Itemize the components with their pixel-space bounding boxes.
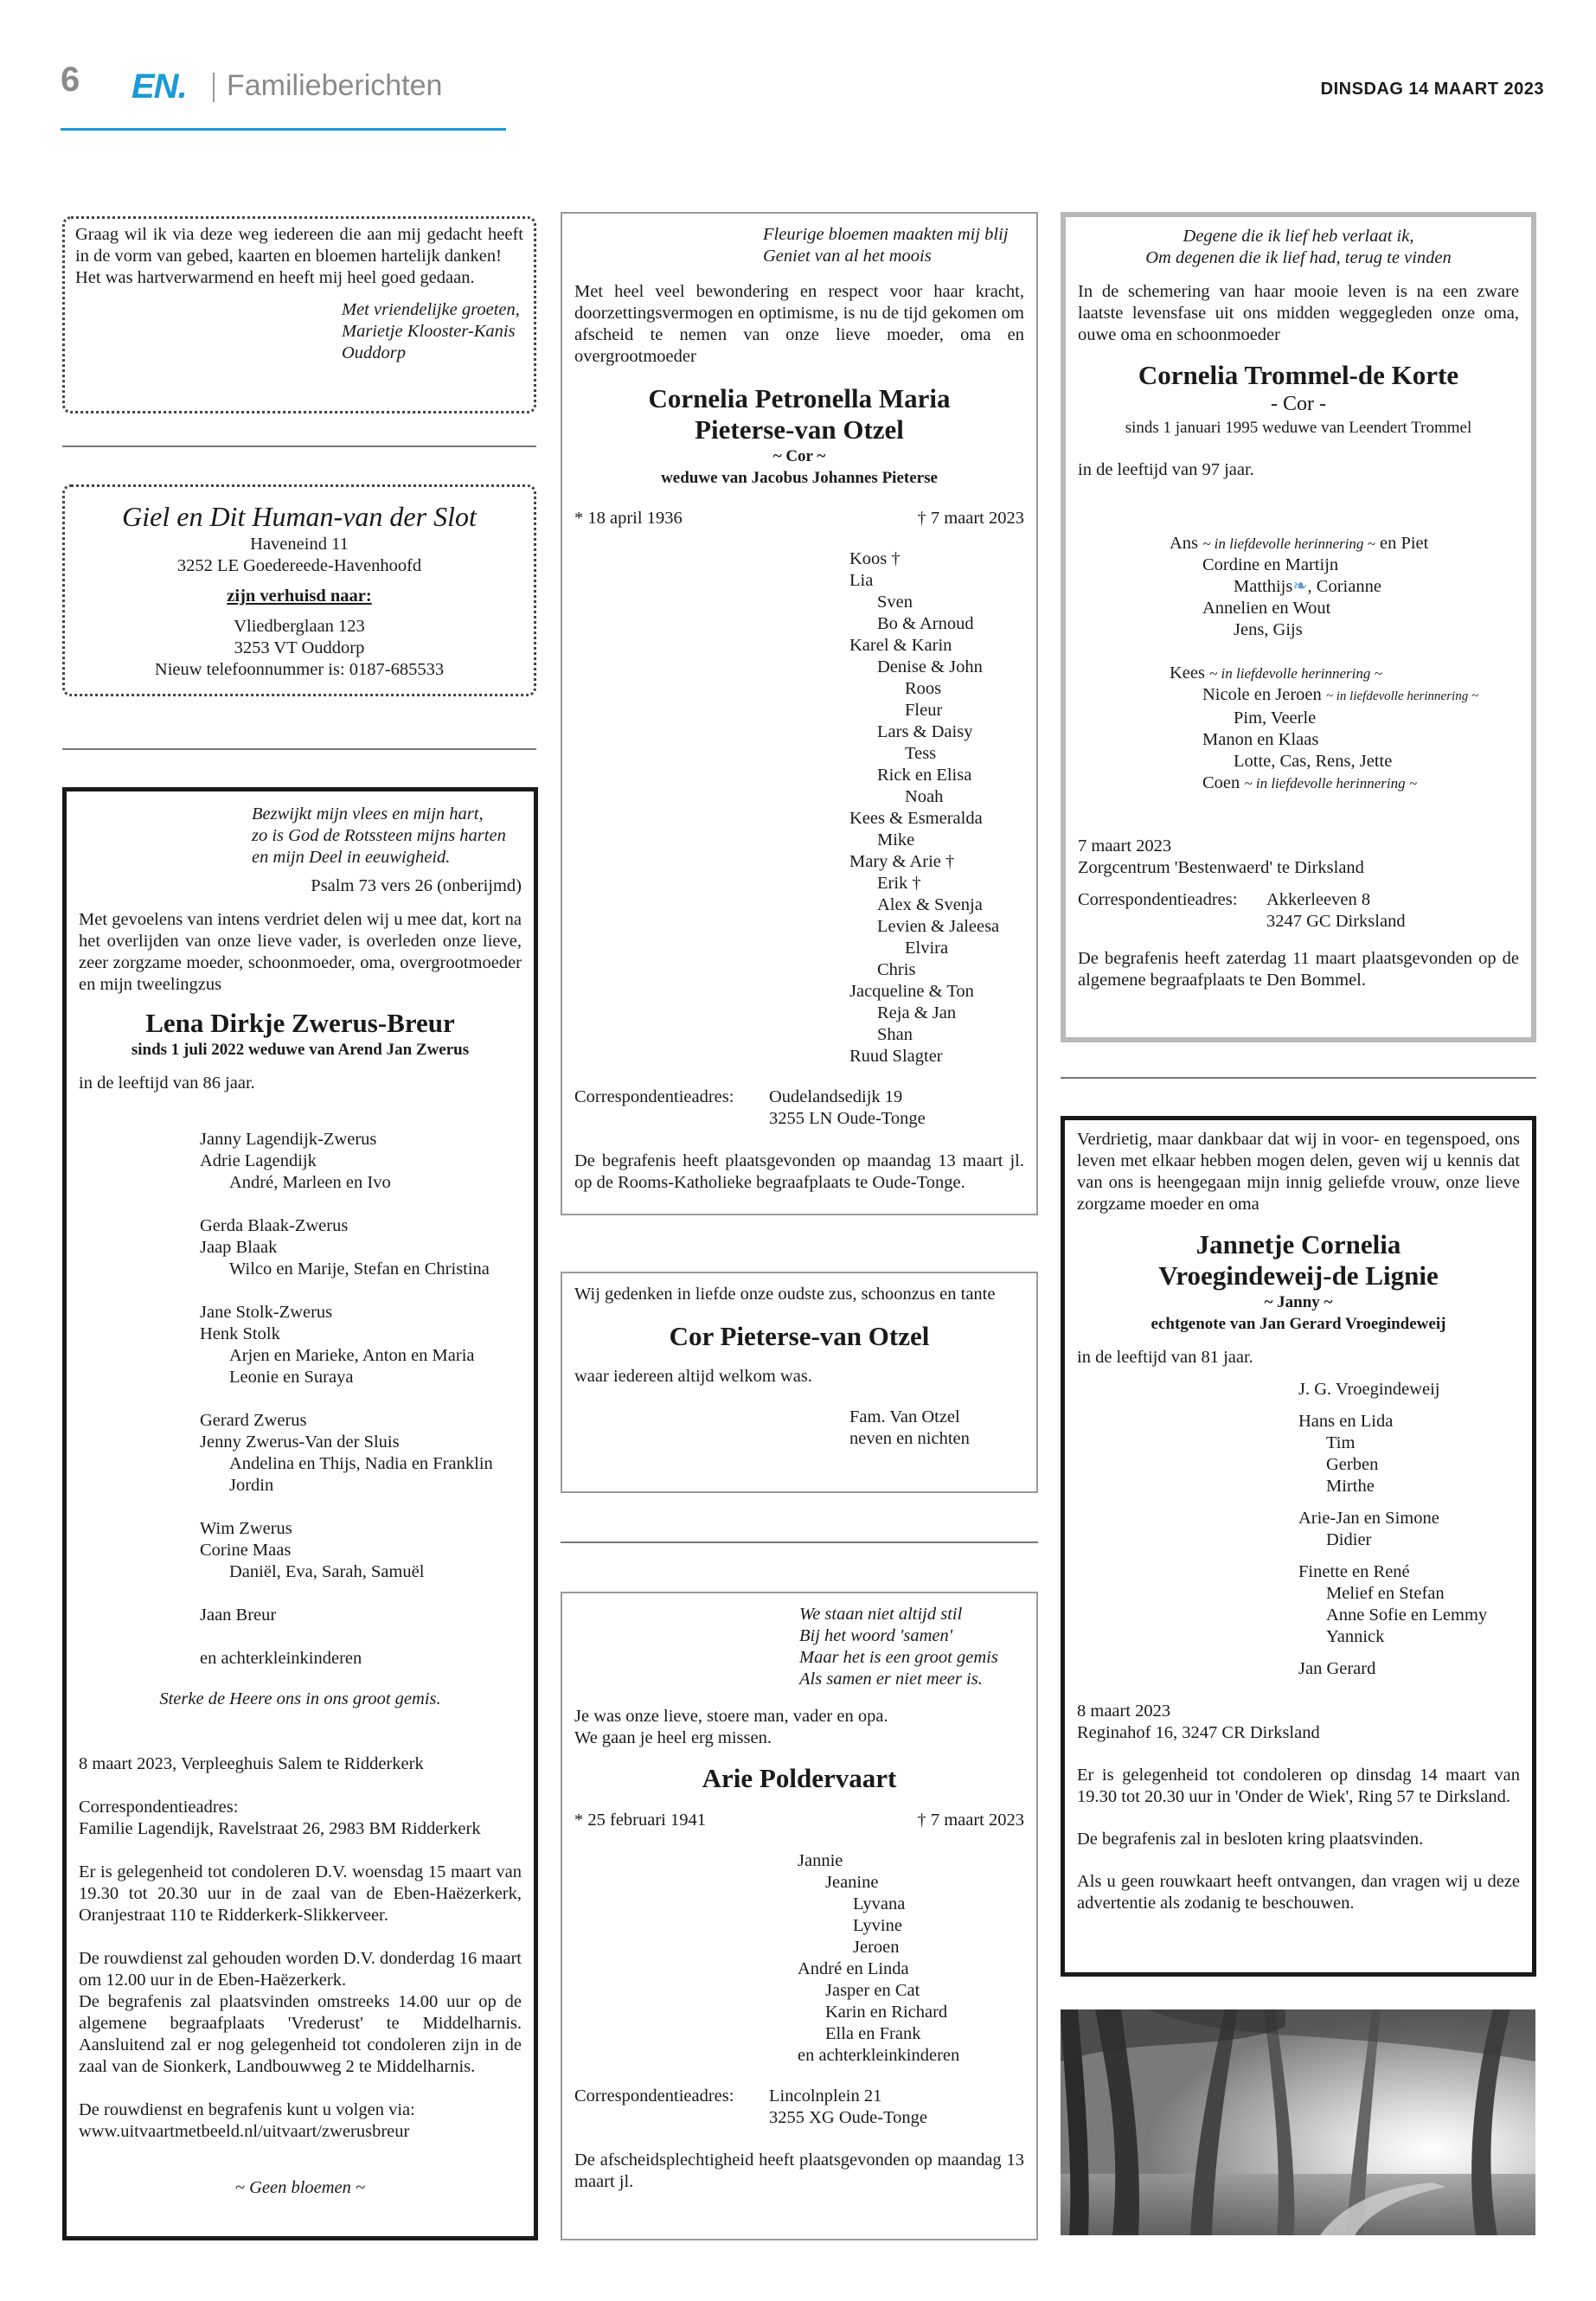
family-member: Fleur [905,701,943,720]
family-member: Hans en Lida [1298,1412,1394,1431]
obituary-jannetje [1061,1116,1536,1977]
family-member: Henk Stolk [200,1324,280,1343]
family-member: Jeanine [825,1873,879,1892]
thanks-sign-name: Marietje Klooster-Kanis [342,322,516,341]
family-member: Karin en Richard [825,2003,948,2022]
deceased-name: Jannetje Cornelia [1195,1229,1401,1259]
obituary-lena [62,787,538,2240]
obituary-trommel [1061,212,1536,1042]
widow-line: sinds 1 januari 1995 weduwe van Leendert Trommel [1125,419,1472,437]
nickname: - Cor - [1271,393,1326,415]
age-line: in de leeftijd van 86 jaar. [79,1074,255,1093]
family-list [1078,533,1519,794]
deceased-name: Cor Pieterse-van Otzel [669,1321,930,1351]
obituary-arie [561,1592,1038,2240]
family-member: J. G. Vroegindeweij [1298,1380,1440,1399]
stream-info: De rouwdienst en begrafenis kunt u volgen via: [79,2100,415,2119]
remembrance-cor [561,1272,1038,1493]
family-member: Roos [905,679,942,698]
thanks-notice [62,216,536,413]
funeral-info: De begrafenis heeft plaatsgevonden op maandag 13 maart jl. op de Rooms-Katholieke begraafplaats te Oude-Tonge. [574,1151,1024,1192]
correspondence-address: Familie Lagendijk, Ravelstraat 26, 2983 BM Ridderkerk [79,1819,481,1838]
birth-date: * 18 april 1936 [574,509,683,528]
death-date: 7 maart 2023 [1078,836,1172,856]
family-member: Elvira [905,939,949,958]
family-member: Adrie Lagendijk [200,1151,317,1170]
verse-reference: Psalm 73 vers 26 (onberijmd) [311,876,522,895]
no-flowers: ~ Geen bloemen ~ [234,2178,366,2197]
family-member: Jane Stolk-Zwerus [200,1303,333,1322]
correspondence-city: 3255 LN Oude-Tonge [769,1109,926,1128]
family-member: Wim Zwerus [200,1519,292,1538]
moved-names: Giel en Dit Human-van der Slot [122,501,477,532]
family-member: Janny Lagendijk-Zwerus [200,1130,377,1149]
family-member: Leonie en Suraya [229,1368,354,1387]
correspondence-label: Correspondentieadres: [79,1798,239,1817]
family-member: Anne Sofie en Lemmy [1326,1606,1488,1625]
verse-line: Fleurige bloemen maakten mij blij [763,225,1009,244]
family-list [574,548,1024,1067]
family-member: Tess [905,744,937,763]
family-member: Levien & Jaleesa [877,917,1000,936]
forest-photo [1061,2009,1535,2235]
family-member: Mirthe [1326,1477,1375,1496]
family-member: Nicole en Jeroen ~ in liefdevolle herinnering ~ [1202,685,1479,704]
spouse-line: echtgenote van Jan Gerard Vroegindeweij [1151,1315,1446,1333]
family-member: en achterkleinkinderen [200,1649,362,1668]
family-member: Annelien en Wout [1202,599,1331,618]
family-member: Lyvana [853,1894,906,1913]
forest-illustration [1061,2009,1535,2235]
verse-line: Als samen er niet meer is. [799,1670,983,1689]
deceased-name: Cornelia Petronella Maria [648,383,951,413]
family-member: Finette en René [1298,1562,1410,1581]
correspondence-label: Correspondentieadres: [1078,890,1238,909]
family-member: Jannie [798,1851,843,1870]
family-member: Pim, Veerle [1234,708,1317,727]
funeral-info: De begrafenis heeft zaterdag 11 maart plaatsgevonden op de algemene begraafplaats te Den Bommel. [1078,949,1519,990]
verse-line: zo is God de Rotssteen mijns harten [252,826,506,845]
family-member: Jaap Blaak [200,1238,278,1257]
issue-date: DINSDAG 14 MAART 2023 [1320,80,1544,99]
deceased-name: Arie Poldervaart [702,1763,897,1793]
family-member: André en Linda [798,1959,909,1978]
obituary-intro: Met gevoelens van intens verdriet delen wij u mee dat, kort na het overlijden van onze lieve vader, is overleden onze lieve, zeer zorgzame moeder, schoonmoeder, oma, overgrootmoeder en mijn tweelingzus [79,910,522,994]
deceased-name-2: Vroegindeweij-de Lignie [1158,1260,1439,1291]
widow-line: weduwe van Jacobus Johannes Pieterse [661,469,938,487]
family-member: Shan [877,1025,913,1044]
obituary-cornelia-pieterse [561,212,1038,1215]
correspondence-street: Akkerleeven 8 [1266,890,1371,909]
family-member: Mary & Arie † [849,852,955,871]
family-list [574,1850,1024,2067]
family-member: Erik † [877,874,921,893]
signature: Fam. Van Otzel [849,1407,960,1426]
family-member: Reja & Jan [877,1003,957,1022]
verse-line: Om degenen die ik lief had, terug te vinden [1145,248,1452,267]
death-date: † 7 maart 2023 [917,1811,1024,1830]
family-member: Bo & Arnoud [877,614,974,633]
family-member: Rick en Elisa [877,766,972,785]
page-number: 6 [61,61,80,99]
family-member: Gerben [1326,1455,1379,1474]
family-member: Coen ~ in liefdevolle herinnering ~ [1202,773,1418,792]
family-member: Wilco en Marije, Stefan en Christina [229,1259,490,1279]
family-member: Jordin [229,1476,274,1495]
birth-date: * 25 februari 1941 [574,1811,706,1830]
family-member: Koos † [849,549,901,568]
family-member: Tim [1326,1433,1356,1452]
family-member: Sven [877,593,913,612]
home-address: Reginahof 16, 3247 CR Dirksland [1077,1723,1320,1742]
family-member: Andelina en Thijs, Nadia en Franklin [229,1454,493,1473]
remembrance-intro: Wij gedenken in liefde onze oudste zus, schoonzus en tante [574,1285,996,1304]
place-of-death: Zorgcentrum 'Bestenwaerd' te Dirksland [1078,858,1364,877]
age-line: in de leeftijd van 97 jaar. [1078,460,1254,479]
family-member: Ella en Frank [825,2024,921,2043]
family-member: Mike [877,830,915,849]
deceased-name-2: Pieterse-van Otzel [695,414,904,445]
family-member: Jenny Zwerus-Van der Sluis [200,1433,400,1452]
family-member: Jan Gerard [1298,1659,1376,1678]
old-address-street: Haveneind 11 [250,535,349,554]
correspondence-label: Correspondentieadres: [574,2086,734,2106]
family-member: Kees ~ in liefdevolle herinnering ~ [1170,663,1382,683]
family-member: Jaan Breur [200,1606,277,1625]
column-divider [62,445,536,447]
moved-label: zijn verhuisd naar: [227,586,372,606]
new-address-city: 3253 VT Ouddorp [234,638,365,657]
family-member: André, Marleen en Ivo [229,1173,391,1192]
header-separator [213,73,215,102]
family-member: Ruud Slagter [849,1047,943,1066]
family-member: Lia [849,571,874,590]
family-member: Ans ~ in liefdevolle herinnering ~ en Piet [1170,534,1429,553]
verse-line: Bezwijkt mijn vlees en mijn hart, [252,804,484,824]
family-member: en achterkleinkinderen [798,2046,960,2065]
verse-line: en mijn Deel in eeuwigheid. [252,848,451,867]
column-divider [62,748,536,750]
obituary-intro: Met heel veel bewondering en respect voor haar kracht, doorzettingsvermogen en optimisme, is nu de tijd gekomen om afscheid te nemen van onze lieve moeder, oma en overgrootmoeder [574,282,1024,366]
newspaper-logo: EN. [131,67,187,106]
verse-line: Degene die ik lief heb verlaat ik, [1183,227,1414,246]
family-member: Alex & Svenja [877,895,983,914]
obituary-intro-2: We gaan je heel erg missen. [574,1728,772,1747]
family-member: Corine Maas [200,1541,292,1560]
butterfly-icon: ❧ [1292,577,1308,596]
stream-link[interactable]: www.uitvaartmetbeeld.nl/uitvaart/zwerusbreur [79,2122,410,2141]
moved-notice [62,484,536,696]
family-member: Noah [905,787,944,806]
correspondence-street: Lincolnplein 21 [769,2086,882,2106]
family-member: Gerda Blaak-Zwerus [200,1216,349,1235]
family-member: Didier [1326,1530,1372,1549]
family-member: Melief en Stefan [1326,1584,1445,1603]
family-member: Jasper en Cat [825,1981,920,2000]
thanks-text-2: Het was hartverwarmend en heeft mij heel goed gedaan. [75,268,475,287]
family-member: Arie-Jan en Simone [1298,1509,1439,1528]
nickname: ~ Janny ~ [1264,1293,1333,1311]
family-member: Daniël, Eva, Sarah, Samuël [229,1562,425,1581]
signature: neven en nichten [849,1429,970,1448]
family-member: Lotte, Cas, Rens, Jette [1234,752,1393,771]
thanks-sign-place: Ouddorp [342,343,407,362]
family-member: Lyvine [853,1916,902,1935]
column-divider [1061,1077,1536,1079]
funeral-info: De begrafenis zal in besloten kring plaatsvinden. [1077,1830,1424,1849]
condolence-info: Er is gelegenheid tot condoleren op dinsdag 14 maart van 19.30 tot 20.30 uur in 'Onder de Wiek', Ring 57 te Dirksland. [1077,1766,1520,1806]
obituary-intro: In de schemering van haar mooie leven is na een zware laatste levensfase uit ons midden weggegleden onze oma, ouwe oma en schoonmoeder [1078,282,1519,344]
widow-line: sinds 1 juli 2022 weduwe van Arend Jan Zwerus [131,1041,470,1059]
verse-line: Bij het woord 'samen' [799,1626,953,1645]
correspondence-city: 3247 GC Dirksland [1266,912,1406,931]
farewell-info: De afscheidsplechtigheid heeft plaatsgevonden op maandag 13 maart jl. [574,2150,1024,2191]
section-title: Familieberichten [227,69,443,102]
motto: Sterke de Heere ons in ons groot gemis. [159,1689,441,1708]
card-notice: Als u geen rouwkaart heeft ontvangen, dan vragen wij u deze advertentie als zodanig te beschouwen. [1077,1872,1520,1913]
family-member: Denise & John [877,657,983,676]
condolence-info: Er is gelegenheid tot condoleren D.V. woensdag 15 maart van 19.30 tot 20.30 uur in de zaal van de Eben-Haëzerkerk, Oranjestraat 110 te Ridderkerk-Slikkerveer. [79,1862,522,1925]
nickname: ~ Cor ~ [772,447,826,465]
family-list [1077,1379,1520,1680]
new-phone: Nieuw telefoonnummer is: 0187-685533 [154,660,445,679]
service-info: De rouwdienst zal gehouden worden D.V. donderdag 16 maart om 12.00 uur in de Eben-Haëzerkerk. [79,1949,522,1990]
family-member: Gerard Zwerus [200,1411,307,1430]
thanks-text: Graag wil ik via deze weg iedereen die aan mij gedacht heeft in de vorm van gebed, kaarten en bloemen hartelijk danken! [75,225,523,266]
correspondence-city: 3255 XG Oude-Tonge [769,2108,928,2127]
verse-line: We staan niet altijd stil [799,1605,963,1624]
new-address-street: Vliedberglaan 123 [234,617,365,636]
column-divider [561,1541,1038,1543]
family-member: Lars & Daisy [877,722,973,741]
correspondence-label: Correspondentieadres: [574,1087,734,1106]
verse-line: Geniet van al het moois [763,247,932,266]
correspondence-street: Oudelandsedijk 19 [769,1087,903,1106]
age-line: in de leeftijd van 81 jaar. [1077,1348,1253,1367]
old-address-city: 3252 LE Goedereede-Havenhoofd [176,556,422,575]
family-member: Jacqueline & Ton [849,982,974,1001]
remembrance-text: waar iedereen altijd welkom was. [574,1367,812,1386]
family-member: Karel & Karin [849,636,952,655]
funeral-info: De begrafenis zal plaatsvinden omstreeks 14.00 uur op de algemene begraafplaats 'Vrederust' te Middelharnis. Aansluitend zal er nog gelegenheid tot condoleren zijn in de zaal van de Sionkerk, Landbouwweg 2 te Middelharnis. [79,1992,522,2076]
death-date: † 7 maart 2023 [917,509,1024,528]
family-member: Arjen en Marieke, Anton en Maria [229,1346,475,1365]
family-member: Cordine en Martijn [1202,555,1339,574]
thanks-sign-greeting: Met vriendelijke groeten, [342,300,520,319]
family-member: Yannick [1326,1627,1385,1646]
obituary-intro: Verdrietig, maar dankbaar dat wij in voor- en tegenspoed, ons leven met elkaar hebben mogen delen, geven wij u kennis dat van ons is heengegaan mijn innig geliefde vrouw, onze lieve zorgzame moeder en oma [1077,1130,1520,1214]
family-list [79,1129,522,1670]
place-of-death: 8 maart 2023, Verpleeghuis Salem te Ridderkerk [79,1754,424,1773]
family-member: Jeroen [853,1938,900,1957]
deceased-name: Cornelia Trommel-de Korte [1138,360,1459,390]
deceased-name: Lena Dirkje Zwerus-Breur [145,1008,455,1038]
family-member: Kees & Esmeralda [849,809,983,828]
obituary-intro: Je was onze lieve, stoere man, vader en opa. [574,1707,888,1726]
family-member: Manon en Klaas [1202,730,1319,749]
verse-line: Maar het is een groot gemis [799,1648,998,1667]
family-member: Chris [877,960,916,979]
header-rule [61,128,506,131]
family-member: Matthijs❧, Corianne [1234,577,1381,596]
family-member: Jens, Gijs [1234,620,1303,639]
death-date: 8 maart 2023 [1077,1702,1171,1721]
